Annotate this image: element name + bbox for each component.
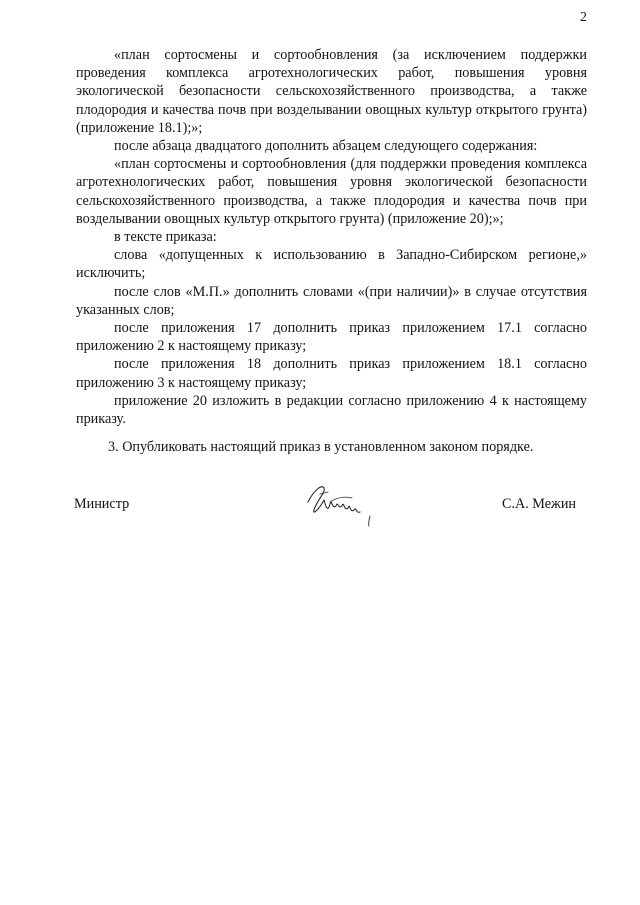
signer-name: С.А. Межин [501,496,576,512]
final-item: 3. Опубликовать настоящий приказ в установленном законом порядке. [108,439,534,456]
paragraph-5: слова «допущенных к использованию в Западно-Сибирском регионе,» исключить; [76,247,587,282]
paragraph-8: после приложения 18 дополнить приказ приложением 18.1 согласно приложению 3 к настоящему приказу; [76,356,587,391]
paragraph-3: «план сортосмены и сортообновления (для поддержки проведения комплекса агротехнологических работ, повышения уровня экологической безопасности сельскохозяйственного производства, а также плодородия и качества почв при возделывании овощных культур открытого грунта) (приложение 20);»; [76,156,587,227]
paragraph-7: после приложения 17 дополнить приказ приложением 17.1 согласно приложению 2 к настоящему приказу; [76,320,587,355]
paragraph-2: после абзаца двадцатого дополнить абзацем следующего содержания: [114,138,538,155]
paragraph-1: «план сортосмены и сортообновления (за исключением поддержки проведения комплекса агротехнологических работ, повышения уровня экологической безопасности сельскохозяйственного производства, а также плодородия и качества почв при возделывании овощных культур открытого грунта) (приложение 18.1);»; [76,47,587,136]
paragraph-9: приложение 20 изложить в редакции согласно приложению 4 к настоящему приказу. [76,392,587,428]
paragraph-6: после слов «М.П.» дополнить словами «(при наличии)» в случае отсутствия указанных слов; [76,283,587,318]
paragraph-4: в тексте приказа: [114,229,217,246]
handwritten-signature [300,472,380,532]
document-body [76,46,587,456]
page-number: 2 [580,10,587,25]
signer-position: Министр [74,496,130,512]
